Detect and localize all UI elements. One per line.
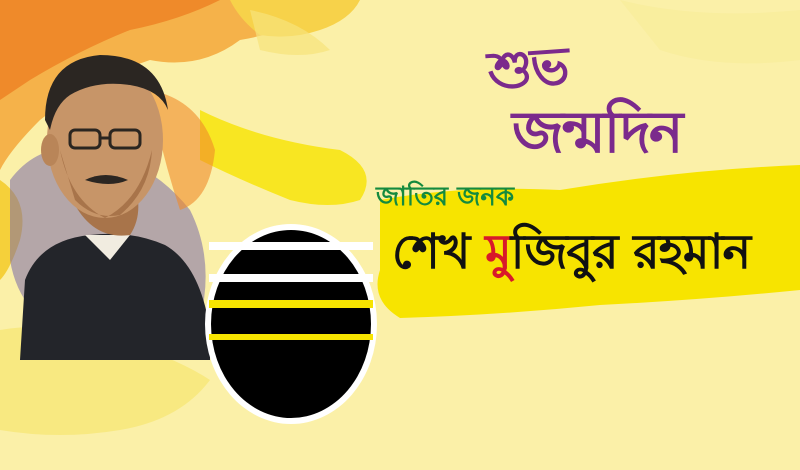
name-accent: মু: [485, 224, 511, 280]
title-line-1: শুভ: [485, 36, 570, 102]
title-line-2: জন্মদিন: [512, 98, 682, 166]
photo-placeholder-frame[interactable]: [203, 222, 379, 426]
name-part-1: শেখ: [392, 224, 486, 280]
leader-name: [392, 216, 750, 295]
name-part-2: জিবুর রহমান: [510, 224, 751, 280]
portrait-illustration: [0, 30, 220, 360]
subtitle-father-of-nation: জাতির জনক: [376, 182, 515, 212]
